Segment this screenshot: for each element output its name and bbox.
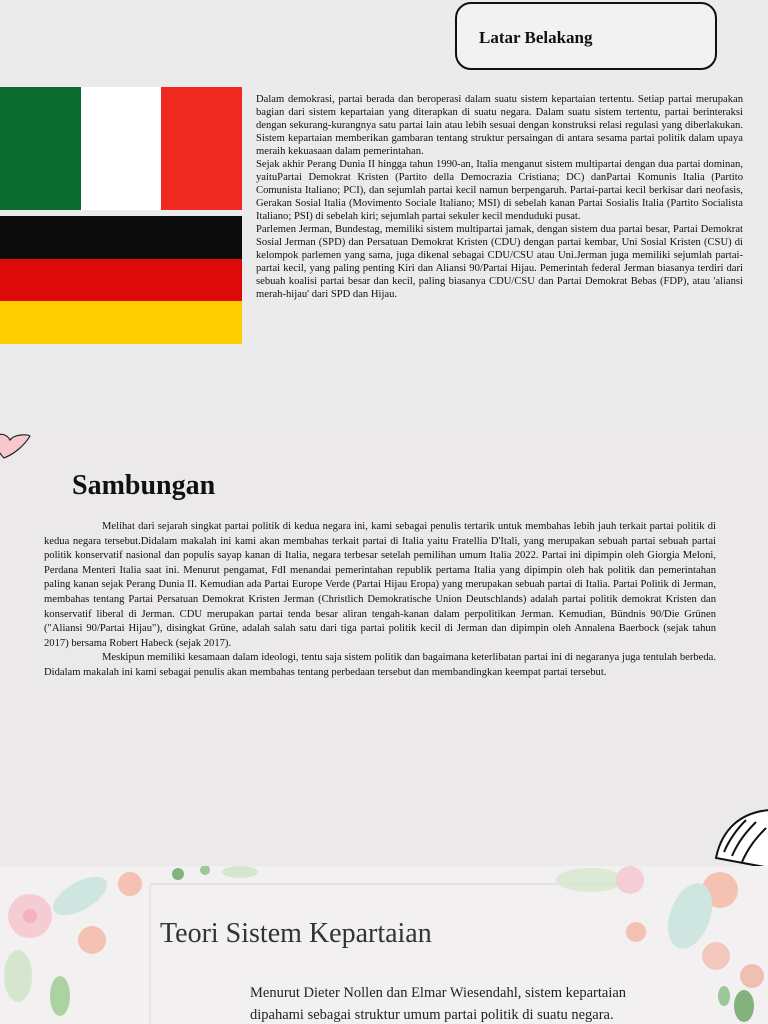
paragraph: Parlemen Jerman, Bundestag, memiliki sistem multipartai jamak, dengan sistem dua partai besar, Partai Demokrat Sosial Jerman (SPD) dan Persatuan Demokrat Kristen (CDU) dengan partai kembar, Uni Sosial Kristen (CSU) di kelompok parlemen yang sama, juga dikenal sebagai CDU/CSU atau Uni.Jerman juga memiliki sejumlah partai-partai kecil, yang paling penting Kiri dan Aliansi 90/Partai Hijau. Pemerintah federal Jerman biasanya terdiri dari sebuah koalisi partai besar dan kecil, paling biasanya CDU/CSU dan Partai Demokrat Bebas (FDP), atau 'aliansi merah-hijau' dari SPD dan Hijau. (256, 224, 743, 300)
paragraph: Sejak akhir Perang Dunia II hingga tahun 1990-an, Italia menganut sistem multipartai dengan dua partai dominan, yaituPartai Demokrat Kristen (Partito della Democrazia Cristiana; DC) danPartai Komunis Italia (Partito Comunista Italiano; PCI), dan sejumlah partai kecil namun berpengaruh. Partai-partai kecil berkisar dari neofasis, Gerakan Sosial Italia (Movimento Sociale Italiano; MSI) di sebelah kanan Partai Sosialis Italia (Partito Socialista Italiano; PSI) di sebelah kiri; sejumlah partai sekuler kecil menduduki pusat. (256, 159, 743, 222)
slide-title: Latar Belakang (479, 28, 593, 47)
teori-text (250, 982, 680, 1024)
paragraph: Meskipun memiliki kesamaan dalam ideologi, tentu saja sistem politik dan bagaimana keterlibatan partai ini di negaranya juga tentulah berbeda. Didalam makalah ini kami sebagai penulis akan membahas tentang perbedaan tersebut dan membandingkan keempat partai tersebut. (44, 652, 716, 678)
italy-flag-green-stripe (0, 87, 81, 210)
italy-flag-red-stripe (161, 87, 242, 210)
background-text (256, 93, 743, 301)
paragraph: Menurut Dieter Nollen dan Elmar Wiesendahl, sistem kepartaian dipahami sebagai struktur umum partai politik di suatu negara. (250, 985, 627, 1023)
germany-flag-red-stripe (0, 259, 242, 302)
sambungan-text (44, 520, 716, 681)
section-title: Sambungan (72, 470, 216, 501)
slide-teori (0, 866, 768, 1024)
germany-flag-black-stripe (0, 216, 242, 259)
leaf-line-art-icon (712, 808, 768, 870)
title-box (455, 2, 717, 70)
paragraph: Melihat dari sejarah singkat partai politik di kedua negara ini, kami sebagai penulis tertarik untuk membahas lebih jauh terkait partai politik di kedua negara tersebut.Didalam makalah ini kami akan membahas terkait partai di Italia yaitu Fratellia D'Itali, yang merupakan sebuah partai sebuah partai politik konservatif nasional dan populis sayap kanan di Italia, negara terbesar setelah pemilihan umum Italia 2022. Partai ini dipimpin oleh Giorgia Meloni, Perdana Menteri Italia saat ini. Menurut pengamat, FdI menandai pemerintahan republik pertama Italia yang dipimpin oleh hak politik dan pemerintahan paling kanan sejak Perang Dunia II. Kemudian ada Partai Europe Verde (Partai Hijau Eropa) yang merupakan sebuah partai di Italia. Partai Politik di Jerman, membahas tentang Partai Persatuan Demokrat Kristen Jerman (Christlich Demokratische Union Deutschlands) adalah partai politik demokrat Kristen dan konservatif liberal di Jerman. CDU merupakan partai tenda besar aliran tengah-kanan dalam perpolitikan Jerman. Kemudian, Bündnis 90/Die Grünen ("Aliansi 90/Partai Hijau"), disingkat Grüne, adalah salah satu dari tiga partai politik kecil di Jerman dan dipimpin oleh Annalena Baerbock (sejak tahun 2017) bersama Robert Habeck (sejak 2017). (44, 521, 716, 649)
slide-sambungan (0, 430, 768, 866)
slide-latar-belakang (0, 0, 768, 430)
paragraph: Dalam demokrasi, partai berada dan beroperasi dalam suatu sistem kepartaian tertentu. Setiap partai merupakan bagian dari sistem kepartaian yang diterapkan di suatu negara. Dalam suatu sistem tertentu, partai berinteraksi dengan sekurang-kurangnya satu partai lain atau lebih sesuai dengan konstruksi relasi regulasi yang diberlakukan. Sistem kepartaian memberikan gambaran tentang struktur persaingan di antara sesama partai politik dalam upaya meraih kekuasaan dalam pemerintahan. (256, 94, 743, 157)
italy-flag-white-stripe (81, 87, 162, 210)
germany-flag-gold-stripe (0, 301, 242, 344)
germany-flag (0, 216, 242, 344)
section-title: Teori Sistem Kepartaian (160, 918, 432, 949)
italy-flag (0, 87, 242, 210)
